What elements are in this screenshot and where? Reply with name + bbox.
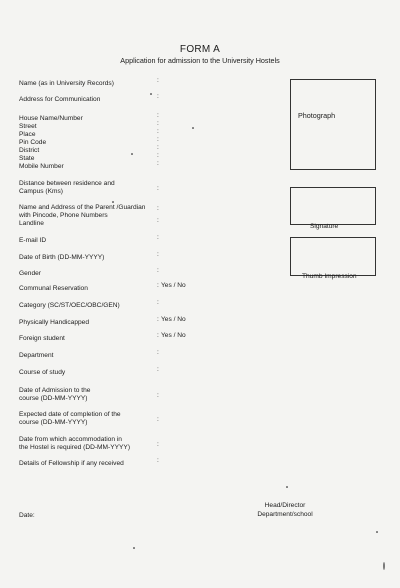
field-label: State [19,155,35,162]
field-colon: : [157,349,159,356]
head-director-line2: Department/school [257,511,313,518]
field-label: Date from which accommodation in [19,436,122,443]
field-value[interactable] [161,366,271,374]
field-label: Distance between residence and [19,180,115,187]
field-label: Name and Address of the Parent /Guardian [19,204,146,211]
field-value[interactable] [161,299,271,307]
field-value[interactable] [161,251,271,259]
field-label: Address for Communication [19,96,101,103]
field-label-continued: course (DD-MM-YYYY) [19,419,88,426]
form-subtitle: Application for admission to the University Hostels [120,56,280,65]
field-colon: : [157,120,159,127]
field-label: Category (SC/ST/OEC/OBC/GEN) [19,302,120,309]
field-colon: : [157,316,159,323]
field-label: Landline [19,220,44,227]
signature-box[interactable] [290,187,376,225]
field-label: Expected date of completion of the [19,411,121,418]
field-label: Place [19,131,36,138]
field-value[interactable] [161,144,271,152]
field-label-continued: course (DD-MM-YYYY) [19,395,88,402]
field-label: District [19,147,40,154]
field-value[interactable] [161,349,271,357]
field-colon: : [157,267,159,274]
field-colon: : [157,251,159,258]
scan-speck [150,93,152,95]
field-label: Details of Fellowship if any received [19,460,124,467]
field-colon: : [157,457,159,464]
field-label: Mobile Number [19,163,64,170]
date-label: Date: [19,512,35,519]
field-value[interactable] [161,152,271,160]
field-label: Date of Birth (DD-MM-YYYY) [19,254,105,261]
field-value[interactable] [161,267,271,275]
field-colon: : [157,416,159,423]
field-label-continued: Campus (Kms) [19,188,63,195]
field-value[interactable] [161,217,271,225]
field-value[interactable] [161,441,271,449]
thumb-impression-box[interactable] [290,237,376,276]
field-colon: : [157,185,159,192]
field-colon: : [157,144,159,151]
field-colon: : [157,205,159,212]
scan-speck [192,127,194,129]
field-colon: : [157,441,159,448]
field-label: Gender [19,270,41,277]
field-value[interactable]: Yes / No [161,316,186,323]
field-label: Pin Code [19,139,47,146]
field-value[interactable] [161,234,271,242]
field-value[interactable] [161,457,271,465]
field-value[interactable] [161,160,271,168]
field-value[interactable] [161,77,271,85]
thumb-impression-label: Thumb Impression [302,273,357,280]
field-label: Course of study [19,369,66,376]
scan-speck [376,531,378,533]
field-label-continued: with Pincode, Phone Numbers [19,212,108,219]
signature-label: Signature [310,223,339,230]
photograph-label: Photograph [298,111,336,120]
field-label: Department [19,352,54,359]
field-colon: : [157,93,159,100]
field-value[interactable] [161,205,271,213]
field-value[interactable] [161,93,271,101]
field-colon: : [157,332,159,339]
field-colon: : [157,152,159,159]
field-colon: : [157,217,159,224]
field-value[interactable] [161,112,271,120]
scan-speck [383,562,385,570]
scan-speck [286,486,288,488]
field-label: House Name/Number [19,115,83,122]
field-label: E-mail ID [19,237,47,244]
field-value[interactable] [161,136,271,144]
field-label: Date of Admission to the [19,387,91,394]
field-label: Street [19,123,37,130]
scan-speck [133,547,135,549]
head-director-line1: Head/Director [264,502,306,509]
field-colon: : [157,77,159,84]
field-label-continued: the Hostel is required (DD-MM-YYYY) [19,444,131,451]
field-label: Communal Reservation [19,285,88,292]
field-colon: : [157,136,159,143]
field-colon: : [157,392,159,399]
field-value[interactable] [161,392,271,400]
field-colon: : [157,112,159,119]
field-label: Name (as in University Records) [19,80,114,87]
scan-speck [131,153,133,155]
field-colon: : [157,160,159,167]
scan-speck [112,201,114,203]
field-value[interactable]: Yes / No [161,282,186,289]
field-colon: : [157,234,159,241]
field-value[interactable] [161,185,271,193]
field-colon: : [157,128,159,135]
field-colon: : [157,282,159,289]
field-colon: : [157,299,159,306]
photograph-box[interactable] [290,79,376,170]
field-colon: : [157,366,159,373]
form-title: FORM A [179,44,221,55]
field-value[interactable]: Yes / No [161,332,186,339]
field-label: Foreign student [19,335,65,342]
field-label: Physically Handicapped [19,319,90,326]
field-value[interactable] [161,128,271,136]
field-value[interactable] [161,416,271,424]
field-value[interactable] [161,120,271,128]
